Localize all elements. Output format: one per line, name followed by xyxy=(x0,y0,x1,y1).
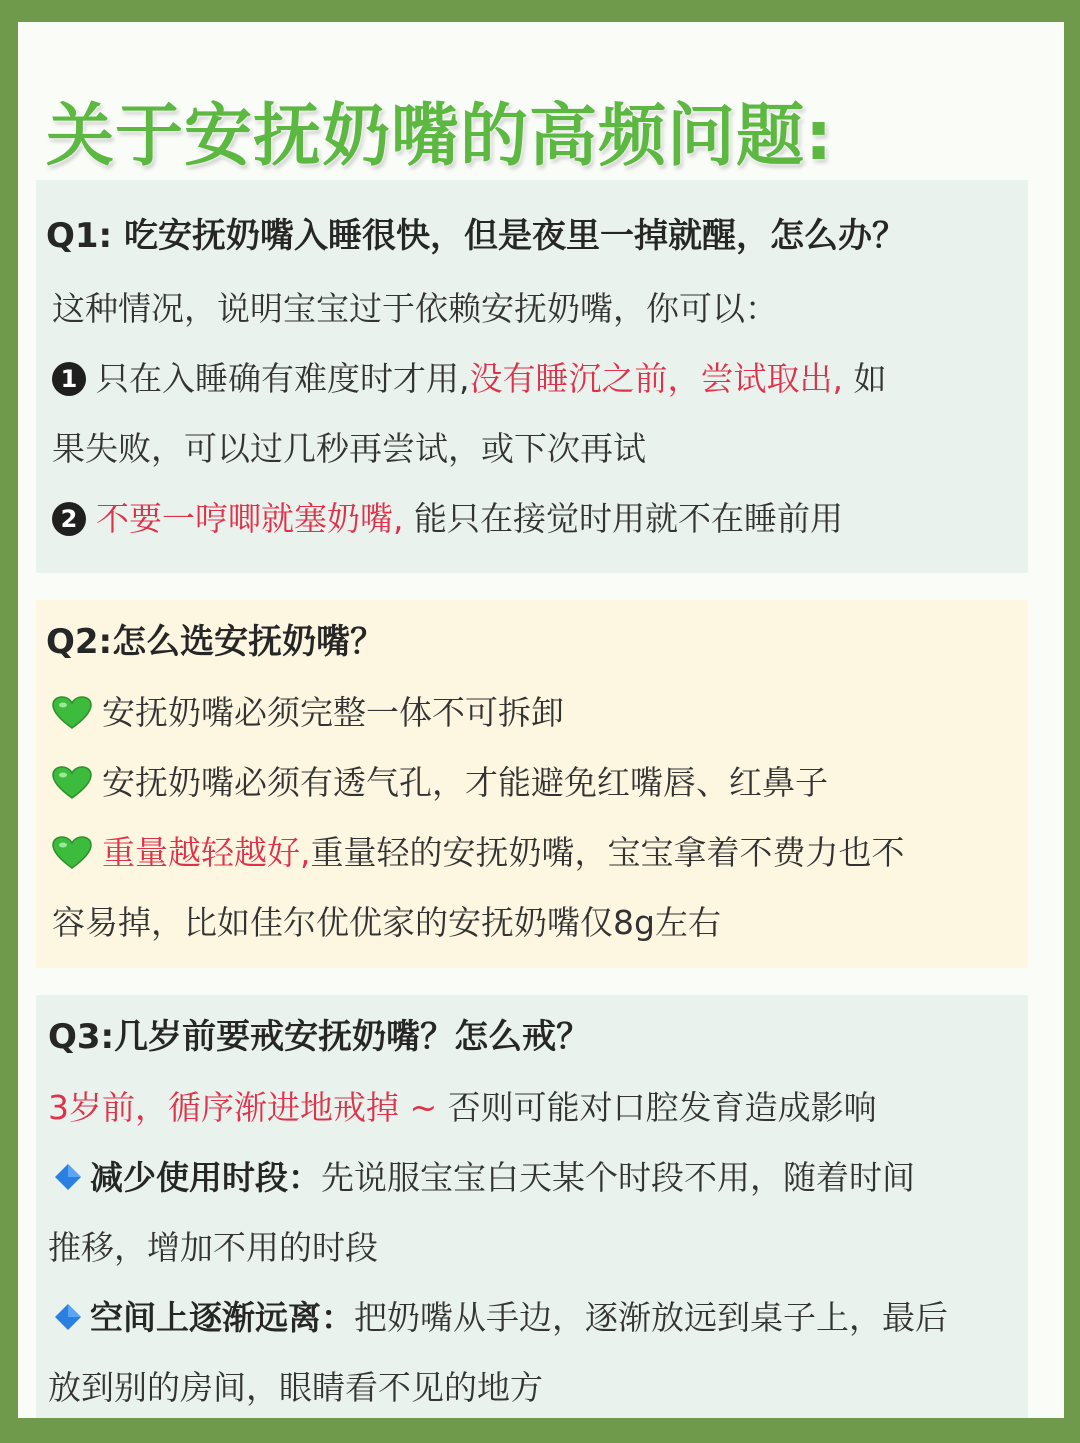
number-2-icon: 2 xyxy=(52,502,86,536)
q1-item-2 xyxy=(46,484,1028,554)
q3-tip-1 xyxy=(48,1143,1028,1213)
q3-tip-2-label: 空间上逐渐远离： xyxy=(90,1298,354,1337)
blue-diamond-icon xyxy=(54,1163,82,1191)
q3-intro-highlight: 3岁前，循序渐进地戒掉 ~ xyxy=(48,1088,438,1127)
q1-item-2-highlight: 不要一哼唧就塞奶嘴, xyxy=(96,499,404,538)
q2-item-3-highlight: 重量越轻越好, xyxy=(102,833,311,872)
q1-item-1-continued: 果失败，可以过几秒再尝试，或下次再试 xyxy=(52,429,646,468)
blue-diamond-icon xyxy=(54,1303,82,1331)
q2-item-3 xyxy=(46,818,1028,888)
q3-heading: Q3:几岁前要戒安抚奶嘴？怎么戒？ xyxy=(48,1017,591,1057)
q3-tip-1-text: 先说服宝宝白天某个时段不用，随着时间 xyxy=(321,1158,915,1197)
q3-card xyxy=(36,995,1028,1418)
q3-intro-text: 否则可能对口腔发育造成影响 xyxy=(437,1088,877,1127)
page-title: 关于安抚奶嘴的高频问题: xyxy=(46,97,834,176)
q1-item-2-text: 能只在接觉时用就不在睡前用 xyxy=(403,499,843,538)
q1-heading: Q1: 吃安抚奶嘴入睡很快，但是夜里一掉就醒，怎么办？ xyxy=(46,216,906,256)
q1-item-1-text: 只在入睡确有难度时才用, xyxy=(96,359,470,398)
page xyxy=(18,22,1064,1418)
q2-item-1-text: 安抚奶嘴必须完整一体不可拆卸 xyxy=(102,693,564,732)
green-heart-icon xyxy=(52,766,92,800)
q1-intro: 这种情况，说明宝宝过于依赖安抚奶嘴，你可以： xyxy=(52,289,778,328)
q2-item-2-text: 安抚奶嘴必须有透气孔，才能避免红嘴唇、红鼻子 xyxy=(102,763,828,802)
number-1-icon: 1 xyxy=(52,362,86,396)
q2-card xyxy=(36,600,1028,968)
q3-intro xyxy=(48,1073,1028,1143)
q3-tip-1-continued: 推移，增加不用的时段 xyxy=(48,1228,378,1267)
q2-item-3-text: 重量轻的安抚奶嘴，宝宝拿着不费力也不 xyxy=(310,833,905,872)
q1-item-1 xyxy=(46,344,1028,414)
q2-item-2 xyxy=(46,748,1028,818)
q1-card xyxy=(36,180,1028,573)
q2-item-3-continued: 容易掉，比如佳尔优优家的安抚奶嘴仅8g左右 xyxy=(52,903,721,942)
green-heart-icon xyxy=(52,836,92,870)
green-heart-icon xyxy=(52,696,92,730)
q3-tip-2-text: 把奶嘴从手边，逐渐放远到桌子上，最后 xyxy=(354,1298,948,1337)
q1-item-1-tail: 如 xyxy=(843,359,887,398)
q2-heading: Q2:怎么选安抚奶嘴？ xyxy=(46,622,385,662)
q3-tip-1-label: 减少使用时段： xyxy=(90,1158,321,1197)
q1-item-1-highlight: 没有睡沉之前，尝试取出, xyxy=(469,359,843,398)
q2-item-1 xyxy=(46,678,1028,748)
q3-tip-2-continued: 放到别的房间，眼睛看不见的地方 xyxy=(48,1368,543,1407)
q3-tip-2 xyxy=(48,1283,1028,1353)
